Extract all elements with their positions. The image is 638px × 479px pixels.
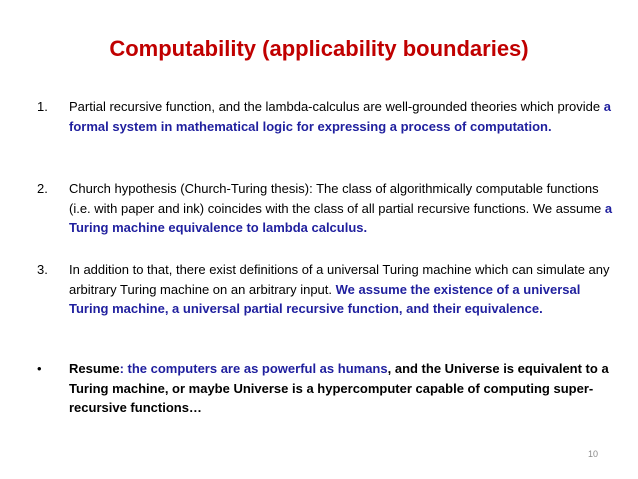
item-text-highlight: : the computers are as powerful as humans [119, 361, 388, 376]
list-marker: 2. [37, 181, 48, 196]
item-text-highlight: a Turing machine equivalence to lambda calculus. [69, 200, 613, 235]
bullet-icon: • [37, 361, 42, 376]
resume-label: Resume [69, 361, 120, 376]
list-item-text [69, 359, 614, 418]
list-item-text [69, 97, 614, 136]
slide-title: Computability (applicability boundaries) [109, 36, 529, 61]
list-item-text [69, 260, 614, 319]
item-text-plain: Partial recursive function, and the lambda-calculus are well-grounded theories which provide [69, 99, 604, 114]
item-text-plain: In addition to that, there exist definitions of a universal Turing machine which can simulate any arbitrary Turing machine on an arbitrary input. [69, 262, 610, 297]
list-marker: 1. [37, 99, 48, 114]
list-marker: 3. [37, 262, 48, 277]
item-text-highlight: We assume the existence of a universal Turing machine, a universal partial recursive function, and their equivalence. [69, 281, 581, 316]
item-text-plain: Church hypothesis (Church-Turing thesis): The class of algorithmically computable functions (i.e. with paper and ink) coincides with the class of all partial recursive functions. We assume [69, 181, 605, 216]
page-number: 10 [587, 449, 598, 459]
item-text-highlight: a formal system in mathematical logic for expressing a process of computation. [69, 99, 611, 134]
list-item-text [69, 179, 614, 238]
item-text-bold: , and the Universe is equivalent to a Turing machine, or maybe Universe is a hypercomputer capable of computing super-recursive functions… [69, 361, 609, 415]
